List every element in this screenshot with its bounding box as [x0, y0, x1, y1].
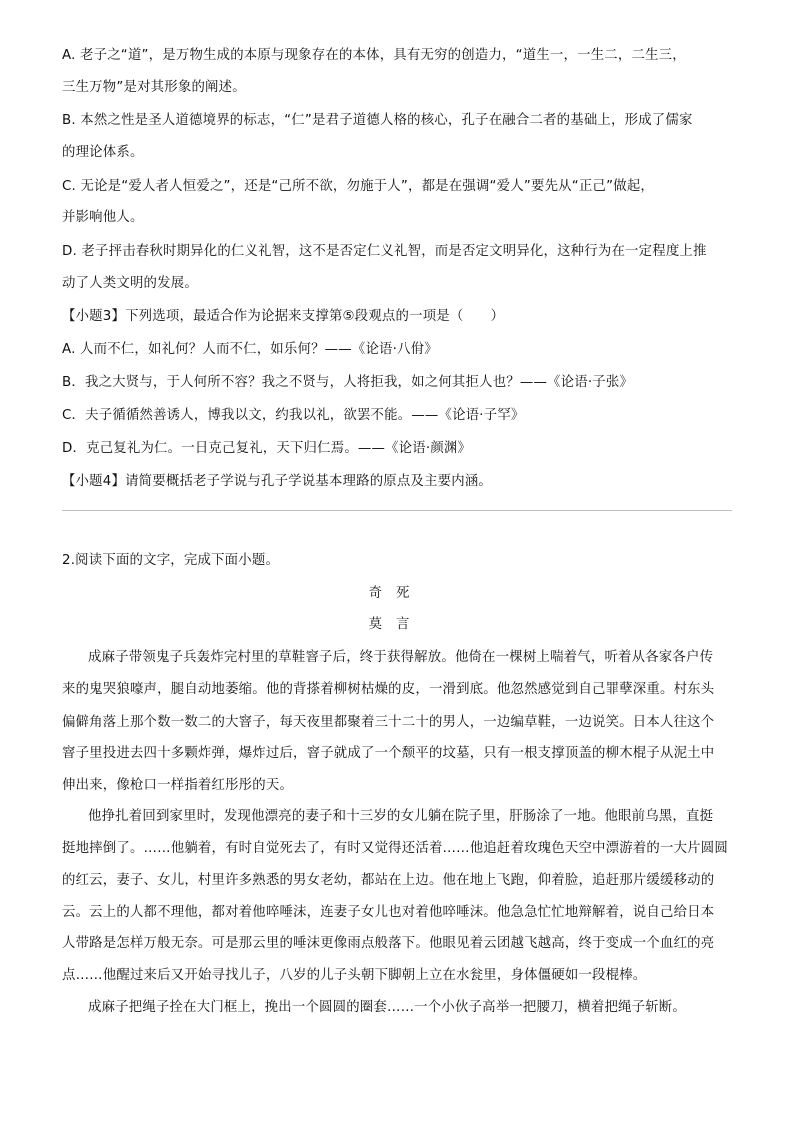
q2-option-a-line-1: A. 老子之“道”，是万物生成的本原与现象存在的本体，具有无穷的创造力，“道生一，一生二，二生三， — [62, 48, 686, 63]
paragraph-2-line-2: 挺地摔倒了。……他躺着，有时自觉死去了，有时又觉得还活着……他追赶着玫瑰色天空中漂游着的一大片圆圆 — [62, 841, 728, 856]
paragraph-2-line-3: 的红云，妻子、女儿，村里许多熟悉的男女老幼，都站在上边。他在地上飞跑，仰着脸，追赶那片缓缓移动的 — [62, 873, 715, 888]
paragraph-1-line-2: 来的鬼哭狼嚎声，腿自动地萎缩。他的背搽着柳树枯燥的皮，一滑到底。他忽然感觉到自己罪孽深重。村东头 — [62, 682, 715, 697]
paragraph-2-line-5: 人带路是怎样万般无奈。可是那云里的唾沫更像雨点般落下。他眼见着云团越飞越高，终于变成一个血红的亮 — [62, 936, 715, 951]
q2-option-b-line-1: B. 本然之性是圣人道德境界的标志，“仁”是君子道德人格的核心，孔子在融合二者的基础上，形成了儒家 — [62, 113, 693, 128]
paragraph-3-line-1: 成麻子把绳子拴在大门框上，挽出一个圆圆的圈套……一个小伙子高举一把腰刀，横着把绳子斩断。 — [88, 1000, 686, 1015]
section-divider — [62, 510, 732, 511]
q3-stem: 【小题3】下列选项，最适合作为论据来支撑第⑤段观点的一项是（ ） — [62, 309, 505, 324]
paragraph-2-line-4: 云。云上的人都不理他，都对着他啐唾沫，连妻子女儿也对着他啐唾沫。他急急忙忙地辩解着，说自己给日本 — [62, 905, 715, 920]
story-author: 莫言 — [368, 617, 424, 632]
q3-option-d: D．克己复礼为仁。一日克己复礼，天下归仁焉。——《论语·颜渊》 — [62, 441, 472, 456]
paragraph-2-line-1: 他挣扎着回到家里时，发现他漂亮的妻子和十三岁的女儿躺在院子里，肝肠涂了一地。他眼前乌黑，直挺 — [88, 809, 714, 824]
q2-option-a-line-2: 三生万物”是对其形象的阐述。 — [62, 80, 246, 95]
q2-option-d-line-2: 动了人类文明的发展。 — [62, 276, 198, 291]
q3-option-b: B．我之大贤与，于人何所不容？我之不贤与，人将拒我，如之何其拒人也？——《论语·子张》 — [62, 375, 634, 390]
q4-stem: 【小题4】请简要概括老子学说与孔子学说基本理路的原点及主要内涵。 — [62, 474, 493, 489]
q2-option-b-line-2: 的理论体系。 — [62, 145, 144, 160]
paragraph-2-line-6: 点……他醒过来后又开始寻找儿子，八岁的儿子头朝下脚朝上立在水瓮里，身体僵硬如一段棍棒。 — [62, 968, 647, 983]
paragraph-1-line-5: 伸出来，像枪口一样指着红彤彤的天。 — [62, 778, 294, 793]
q3-option-c: C．夫子循循然善诱人，博我以文，约我以礼，欲罢不能。——《论语·子罕》 — [62, 408, 525, 423]
section2-instruction: 2.阅读下面的文字，完成下面小题。 — [62, 553, 280, 568]
q2-option-c-line-2: 并影响他人。 — [62, 210, 144, 225]
paragraph-1-line-4: 窨子里投进去四十多颗炸弹，爆炸过后，窨子就成了一个颓平的坟墓，只有一根支撑顶盖的柳木棍子从泥土中 — [62, 746, 715, 761]
paragraph-1-line-1: 成麻子带领鬼子兵轰炸完村里的草鞋窨子后，终于获得解放。他倚在一棵树上喘着气，听着从各家各户传 — [88, 650, 714, 665]
q3-option-a: A. 人而不仁，如礼何？人而不仁，如乐何？——《论语·八佾》 — [62, 342, 438, 357]
q2-option-d-line-1: D. 老子抨击春秋时期异化的仁义礼智，这不是否定仁义礼智，而是否定文明异化，这种行为在一定程度上推 — [62, 244, 707, 259]
paragraph-1-line-3: 偏僻角落上那个数一数二的大窨子，每天夜里都聚着三十二十的男人，一边编草鞋，一边说笑。日本人往这个 — [62, 715, 715, 730]
story-title: 奇死 — [368, 586, 424, 601]
q2-option-c-line-1: C. 无论是“爱人者人恒爱之”，还是“己所不欲，勿施于人”，都是在强调“爱人”要先从“正己”做起， — [62, 179, 655, 194]
